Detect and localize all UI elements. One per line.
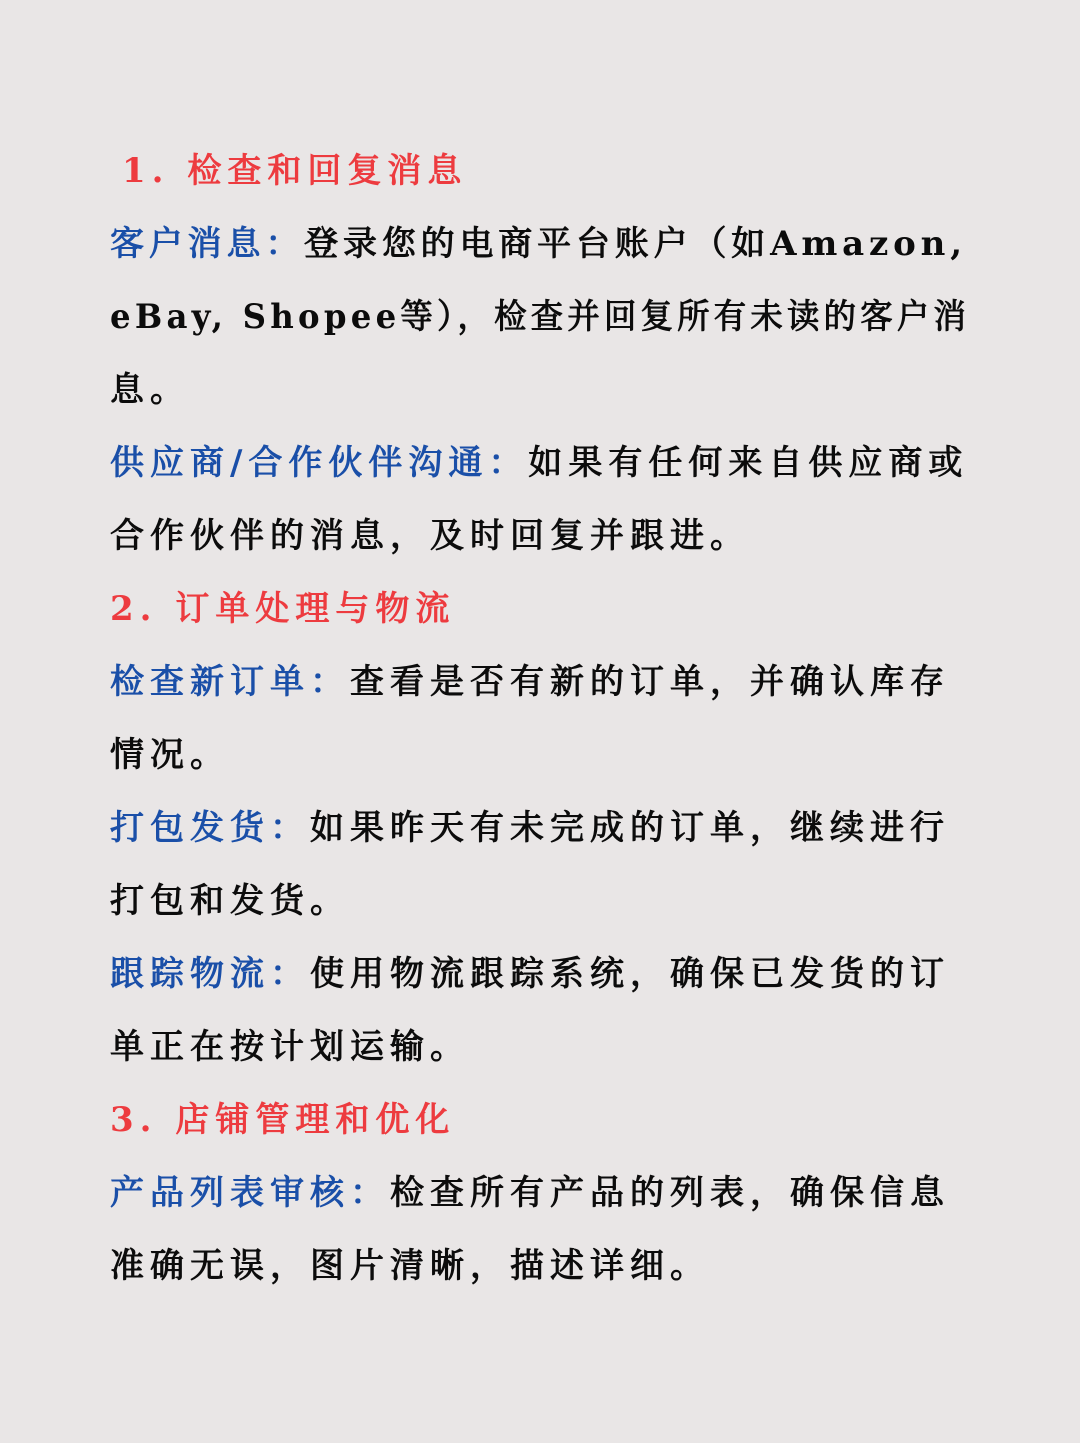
item-label-tracking: 跟踪物流：	[110, 954, 310, 994]
section-heading-2: 2. 订单处理与物流	[110, 589, 456, 629]
item-text: 检查所有产品的列表，确保信息	[390, 1173, 950, 1213]
item-listing-review-line-2	[110, 1230, 970, 1303]
item-customer-messages-line-3	[110, 354, 970, 427]
item-text: 息。	[110, 370, 190, 410]
item-text: 准确无误，图片清晰，描述详细。	[110, 1246, 710, 1286]
item-label-listing-review: 产品列表审核：	[110, 1173, 390, 1213]
item-text: 如果昨天有未完成的订单，继续进行	[310, 808, 950, 848]
item-label-check-new-orders: 检查新订单：	[110, 662, 350, 702]
item-text: 如果有任何来自供应商或	[528, 443, 969, 483]
item-text: eBay, Shopee等），检查并回复所有未读的客户消	[110, 297, 971, 337]
item-customer-messages-line-2	[110, 281, 971, 354]
section-heading-1: 1. 检查和回复消息	[122, 151, 468, 191]
item-text: 情况。	[110, 735, 230, 775]
item-text: 使用物流跟踪系统，确保已发货的订	[310, 954, 950, 994]
item-supplier-communication-line-2	[110, 500, 970, 573]
document-body	[110, 135, 970, 1303]
item-text: 登录您的电商平台账户（如Amazon,	[304, 224, 967, 264]
item-label-supplier-communication: 供应商/合作伙伴沟通：	[110, 443, 529, 483]
item-text: 查看是否有新的订单，并确认库存	[350, 662, 950, 702]
item-text: 单正在按计划运输。	[110, 1027, 470, 1067]
item-packing-shipping-line-1	[110, 792, 970, 865]
item-listing-review-line-1	[110, 1157, 970, 1230]
item-packing-shipping-line-2	[110, 865, 970, 938]
item-supplier-communication-line-1	[110, 427, 970, 500]
section-heading-3: 3. 店铺管理和优化	[110, 1100, 456, 1140]
item-text: 打包和发货。	[110, 881, 350, 921]
item-label-customer-messages: 客户消息：	[110, 224, 305, 264]
item-text: 合作伙伴的消息，及时回复并跟进。	[110, 516, 750, 556]
item-tracking-line-1	[110, 938, 970, 1011]
item-customer-messages-line-1	[110, 208, 970, 281]
item-check-new-orders-line-1	[110, 646, 970, 719]
item-tracking-line-2	[110, 1011, 970, 1084]
item-label-packing-shipping: 打包发货：	[110, 808, 310, 848]
item-check-new-orders-line-2	[110, 719, 970, 792]
